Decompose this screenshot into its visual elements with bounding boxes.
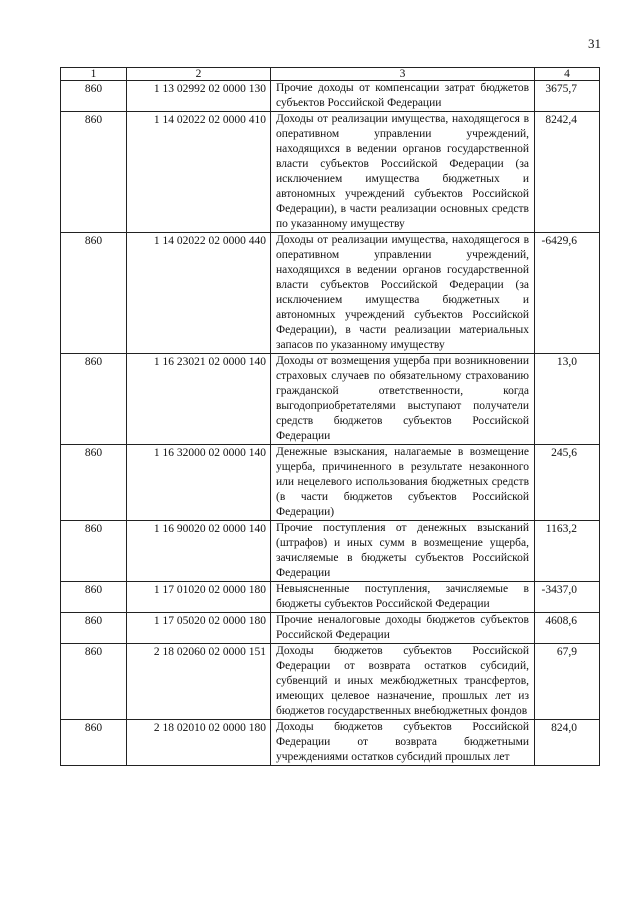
admin-code: 860 [61,81,127,112]
revenue-description: Доходы бюджетов субъектов Российской Федерации от возврата остатков субсидий, субвенций и иных межбюджетных трансфертов, имеющих целевое назначение, прошлых лет из бюджетов государственных внебюджетных фондов [271,644,535,720]
table-row [61,81,600,112]
budget-code: 1 16 90020 02 0000 140 [127,521,271,582]
amount: -3437,0 [535,582,600,613]
amount: 8242,4 [535,112,600,233]
amount: 67,9 [535,644,600,720]
admin-code: 860 [61,582,127,613]
admin-code: 860 [61,445,127,521]
revenue-table [60,67,600,766]
revenue-description: Денежные взыскания, налагаемые в возмещение ущерба, причиненного в результате незаконного или нецелевого использования бюджетных средств (в части бюджетов субъектов Российской Федерации) [271,445,535,521]
amount: 1163,2 [535,521,600,582]
amount: 4608,6 [535,613,600,644]
table-row [61,644,600,720]
header-row [61,68,600,81]
revenue-description: Прочие доходы от компенсации затрат бюджетов субъектов Российской Федерации [271,81,535,112]
budget-code: 1 16 23021 02 0000 140 [127,354,271,445]
table-row [61,582,600,613]
header-col-3: 3 [271,68,535,81]
admin-code: 860 [61,233,127,354]
amount: 3675,7 [535,81,600,112]
amount: 245,6 [535,445,600,521]
revenue-description: Доходы бюджетов субъектов Российской Федерации от возврата бюджетными учреждениями остатков субсидий прошлых лет [271,720,535,766]
admin-code: 860 [61,613,127,644]
table-row [61,233,600,354]
table-row [61,112,600,233]
header-col-4: 4 [535,68,600,81]
budget-code: 1 16 32000 02 0000 140 [127,445,271,521]
budget-code: 2 18 02010 02 0000 180 [127,720,271,766]
admin-code: 860 [61,354,127,445]
budget-code: 1 17 05020 02 0000 180 [127,613,271,644]
header-col-1: 1 [61,68,127,81]
table-row [61,613,600,644]
admin-code: 860 [61,112,127,233]
page-number: 31 [588,36,601,51]
admin-code: 860 [61,521,127,582]
amount: 824,0 [535,720,600,766]
revenue-description: Доходы от реализации имущества, находящегося в оперативном управлении учреждений, находящихся в ведении органов государственной власти субъектов Российской Федерации (за исключением имущества бюджетных и автономных учреждений субъектов Российской Федерации), в части реализации основных средств по указанному имуществу [271,112,535,233]
table-row [61,521,600,582]
revenue-description: Прочие неналоговые доходы бюджетов субъектов Российской Федерации [271,613,535,644]
table-row [61,445,600,521]
admin-code: 860 [61,720,127,766]
header-col-2: 2 [127,68,271,81]
table-row [61,354,600,445]
revenue-description: Доходы от возмещения ущерба при возникновении страховых случаев по обязательному страхованию гражданской ответственности, когда выгодоприобретателями выступают получатели средств бюджетов субъектов Российской Федерации [271,354,535,445]
revenue-description: Доходы от реализации имущества, находящегося в оперативном управлении учреждений, находящихся в ведении органов государственной власти субъектов Российской Федерации (за исключением имущества бюджетных и автономных учреждений субъектов Российской Федерации), в части реализации материальных запасов по указанному имуществу [271,233,535,354]
budget-code: 1 17 01020 02 0000 180 [127,582,271,613]
budget-code: 1 13 02992 02 0000 130 [127,81,271,112]
budget-code: 1 14 02022 02 0000 410 [127,112,271,233]
revenue-description: Прочие поступления от денежных взысканий (штрафов) и иных сумм в возмещение ущерба, зачисляемые в бюджеты субъектов Российской Федерации [271,521,535,582]
revenue-description: Невыясненные поступления, зачисляемые в бюджеты субъектов Российской Федерации [271,582,535,613]
budget-code: 2 18 02060 02 0000 151 [127,644,271,720]
amount: -6429,6 [535,233,600,354]
admin-code: 860 [61,644,127,720]
amount: 13,0 [535,354,600,445]
budget-code: 1 14 02022 02 0000 440 [127,233,271,354]
table-row [61,720,600,766]
